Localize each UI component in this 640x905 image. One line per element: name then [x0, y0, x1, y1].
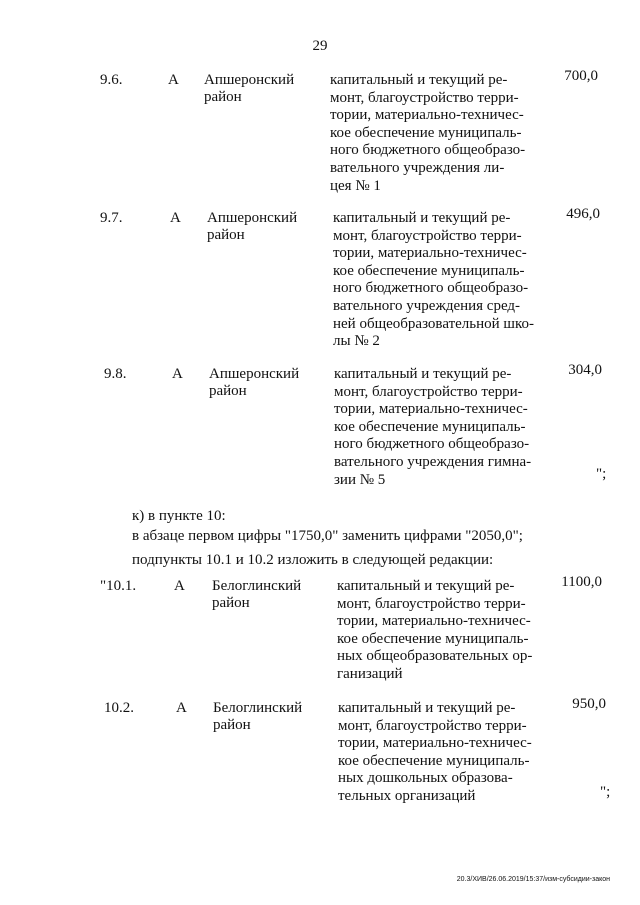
amendment-text: подпункты 10.1 и 10.2 изложить в следующей редакции: — [132, 552, 494, 568]
item-amount: 1100,0 — [561, 574, 602, 590]
item-description: капитальный и текущий ре- монт, благоустройство терри- тории, материально-техничес- кое обеспечение муниципаль- ных общеобразовательных ор- ганизаций — [337, 578, 533, 682]
amendment-heading: к) в пункте 10: — [132, 508, 226, 524]
item-amount: 700,0 — [564, 68, 598, 84]
item-number: 9.6. — [100, 72, 123, 88]
item-district: Апшеронский район — [204, 72, 295, 105]
item-amount: 304,0 — [568, 362, 602, 378]
item-category: А — [174, 578, 185, 594]
item-district: Белоглинский район — [213, 700, 303, 733]
page-number: 29 — [312, 38, 328, 54]
item-description: капитальный и текущий ре- монт, благоустройство терри- тории, материально-техничес- кое обеспечение муниципаль- ного бюджетного общеобразо- вательного учреждения сред- ней общеобразовательной шко- лы № 2 — [333, 210, 534, 350]
item-category: А — [170, 210, 181, 226]
closing-quote: "; — [596, 466, 607, 482]
item-number: 9.8. — [104, 366, 127, 382]
item-category: А — [176, 700, 187, 716]
item-amount: 950,0 — [572, 696, 606, 712]
item-description: капитальный и текущий ре- монт, благоустройство терри- тории, материально-техничес- кое обеспечение муниципаль- ного бюджетного общеобразо- вательного учреждения ли- цея № 1 — [330, 72, 526, 194]
item-description: капитальный и текущий ре- монт, благоустройство терри- тории, материально-техничес- кое обеспечение муниципаль- ного бюджетного общеобразо- вательного учреждения гимна- зии № 5 — [334, 366, 532, 488]
item-category: А — [168, 72, 179, 88]
item-district: Апшеронский район — [207, 210, 298, 243]
item-amount: 496,0 — [566, 206, 600, 222]
footer-document-code: 20.3/ХИВ/26.06.2019/15:37/изм-субсидии-закон — [456, 876, 610, 883]
item-number: 9.7. — [100, 210, 123, 226]
item-district: Апшеронский район — [209, 366, 300, 399]
closing-quote: "; — [600, 784, 611, 800]
item-category: А — [172, 366, 183, 382]
amendment-text: в абзаце первом цифры "1750,0" заменить цифрами "2050,0"; — [132, 528, 523, 544]
item-description: капитальный и текущий ре- монт, благоустройство терри- тории, материально-техничес- кое обеспечение муниципаль- ных дошкольных образова- тельных организаций — [338, 700, 532, 804]
item-district: Белоглинский район — [212, 578, 302, 611]
item-number: 10.2. — [104, 700, 134, 716]
item-number: "10.1. — [100, 578, 137, 594]
